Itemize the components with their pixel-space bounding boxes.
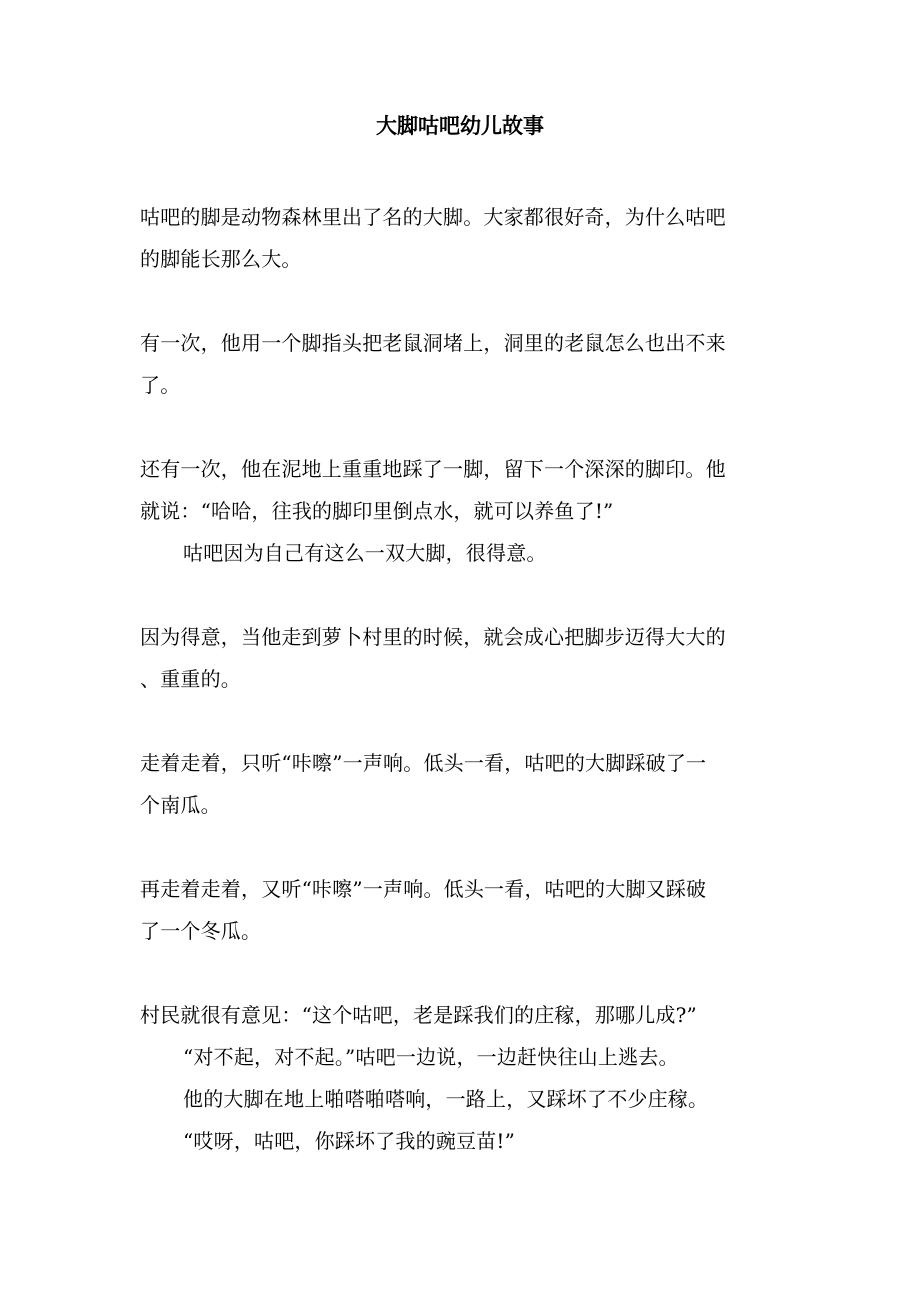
paragraph-line: 有一次，他用一个脚指头把老鼠洞堵上，洞里的老鼠怎么也出不来 xyxy=(140,331,726,355)
paragraph-5 xyxy=(140,742,780,826)
document-title: 大脚咕吧幼儿故事 xyxy=(376,113,544,138)
paragraph-2 xyxy=(140,322,780,406)
paragraph-line: 个南瓜。 xyxy=(140,793,221,817)
paragraph-3 xyxy=(140,448,780,574)
paragraph-6 xyxy=(140,868,780,952)
paragraph-line: 村民就很有意见：“这个咕吧，老是踩我们的庄稼，那哪儿成?” xyxy=(140,1003,697,1027)
paragraph-line-indented: 他的大脚在地上啪嗒啪嗒响，一路上，又踩坏了不少庄稼。 xyxy=(183,1087,709,1111)
paragraph-line: 再走着走着，又听“咔嚓”一声响。低头一看，咕吧的大脚又踩破 xyxy=(140,877,707,901)
paragraph-line: 咕吧的脚是动物森林里出了名的大脚。大家都很好奇，为什么咕吧 xyxy=(140,205,726,229)
paragraph-line-indented: “对不起，对不起。”咕吧一边说，一边赶快往山上逃去。 xyxy=(183,1045,679,1069)
paragraph-7 xyxy=(140,994,780,1162)
paragraph-line: 因为得意，当他走到萝卜村里的时候，就会成心把脚步迈得大大的 xyxy=(140,625,726,649)
paragraph-4 xyxy=(140,616,780,700)
paragraph-line: 还有一次，他在泥地上重重地踩了一脚，留下一个深深的脚印。他 xyxy=(140,457,726,481)
paragraph-line: 走着走着，只听“咔嚓”一声响。低头一看，咕吧的大脚踩破了一 xyxy=(140,751,707,775)
paragraph-line: 的脚能长那么大。 xyxy=(140,247,302,271)
paragraph-line-indented: 咕吧因为自己有这么一双大脚，很得意。 xyxy=(183,541,547,565)
paragraph-line-indented: “哎呀，咕吧，你踩坏了我的豌豆苗!” xyxy=(183,1129,516,1153)
paragraph-1 xyxy=(140,196,780,280)
paragraph-line: 就说：“哈哈，往我的脚印里倒点水，就可以养鱼了!” xyxy=(140,499,614,523)
paragraph-line: 了。 xyxy=(140,373,181,397)
paragraph-line: 、重重的。 xyxy=(140,667,241,691)
paragraph-line: 了一个冬瓜。 xyxy=(140,919,262,943)
